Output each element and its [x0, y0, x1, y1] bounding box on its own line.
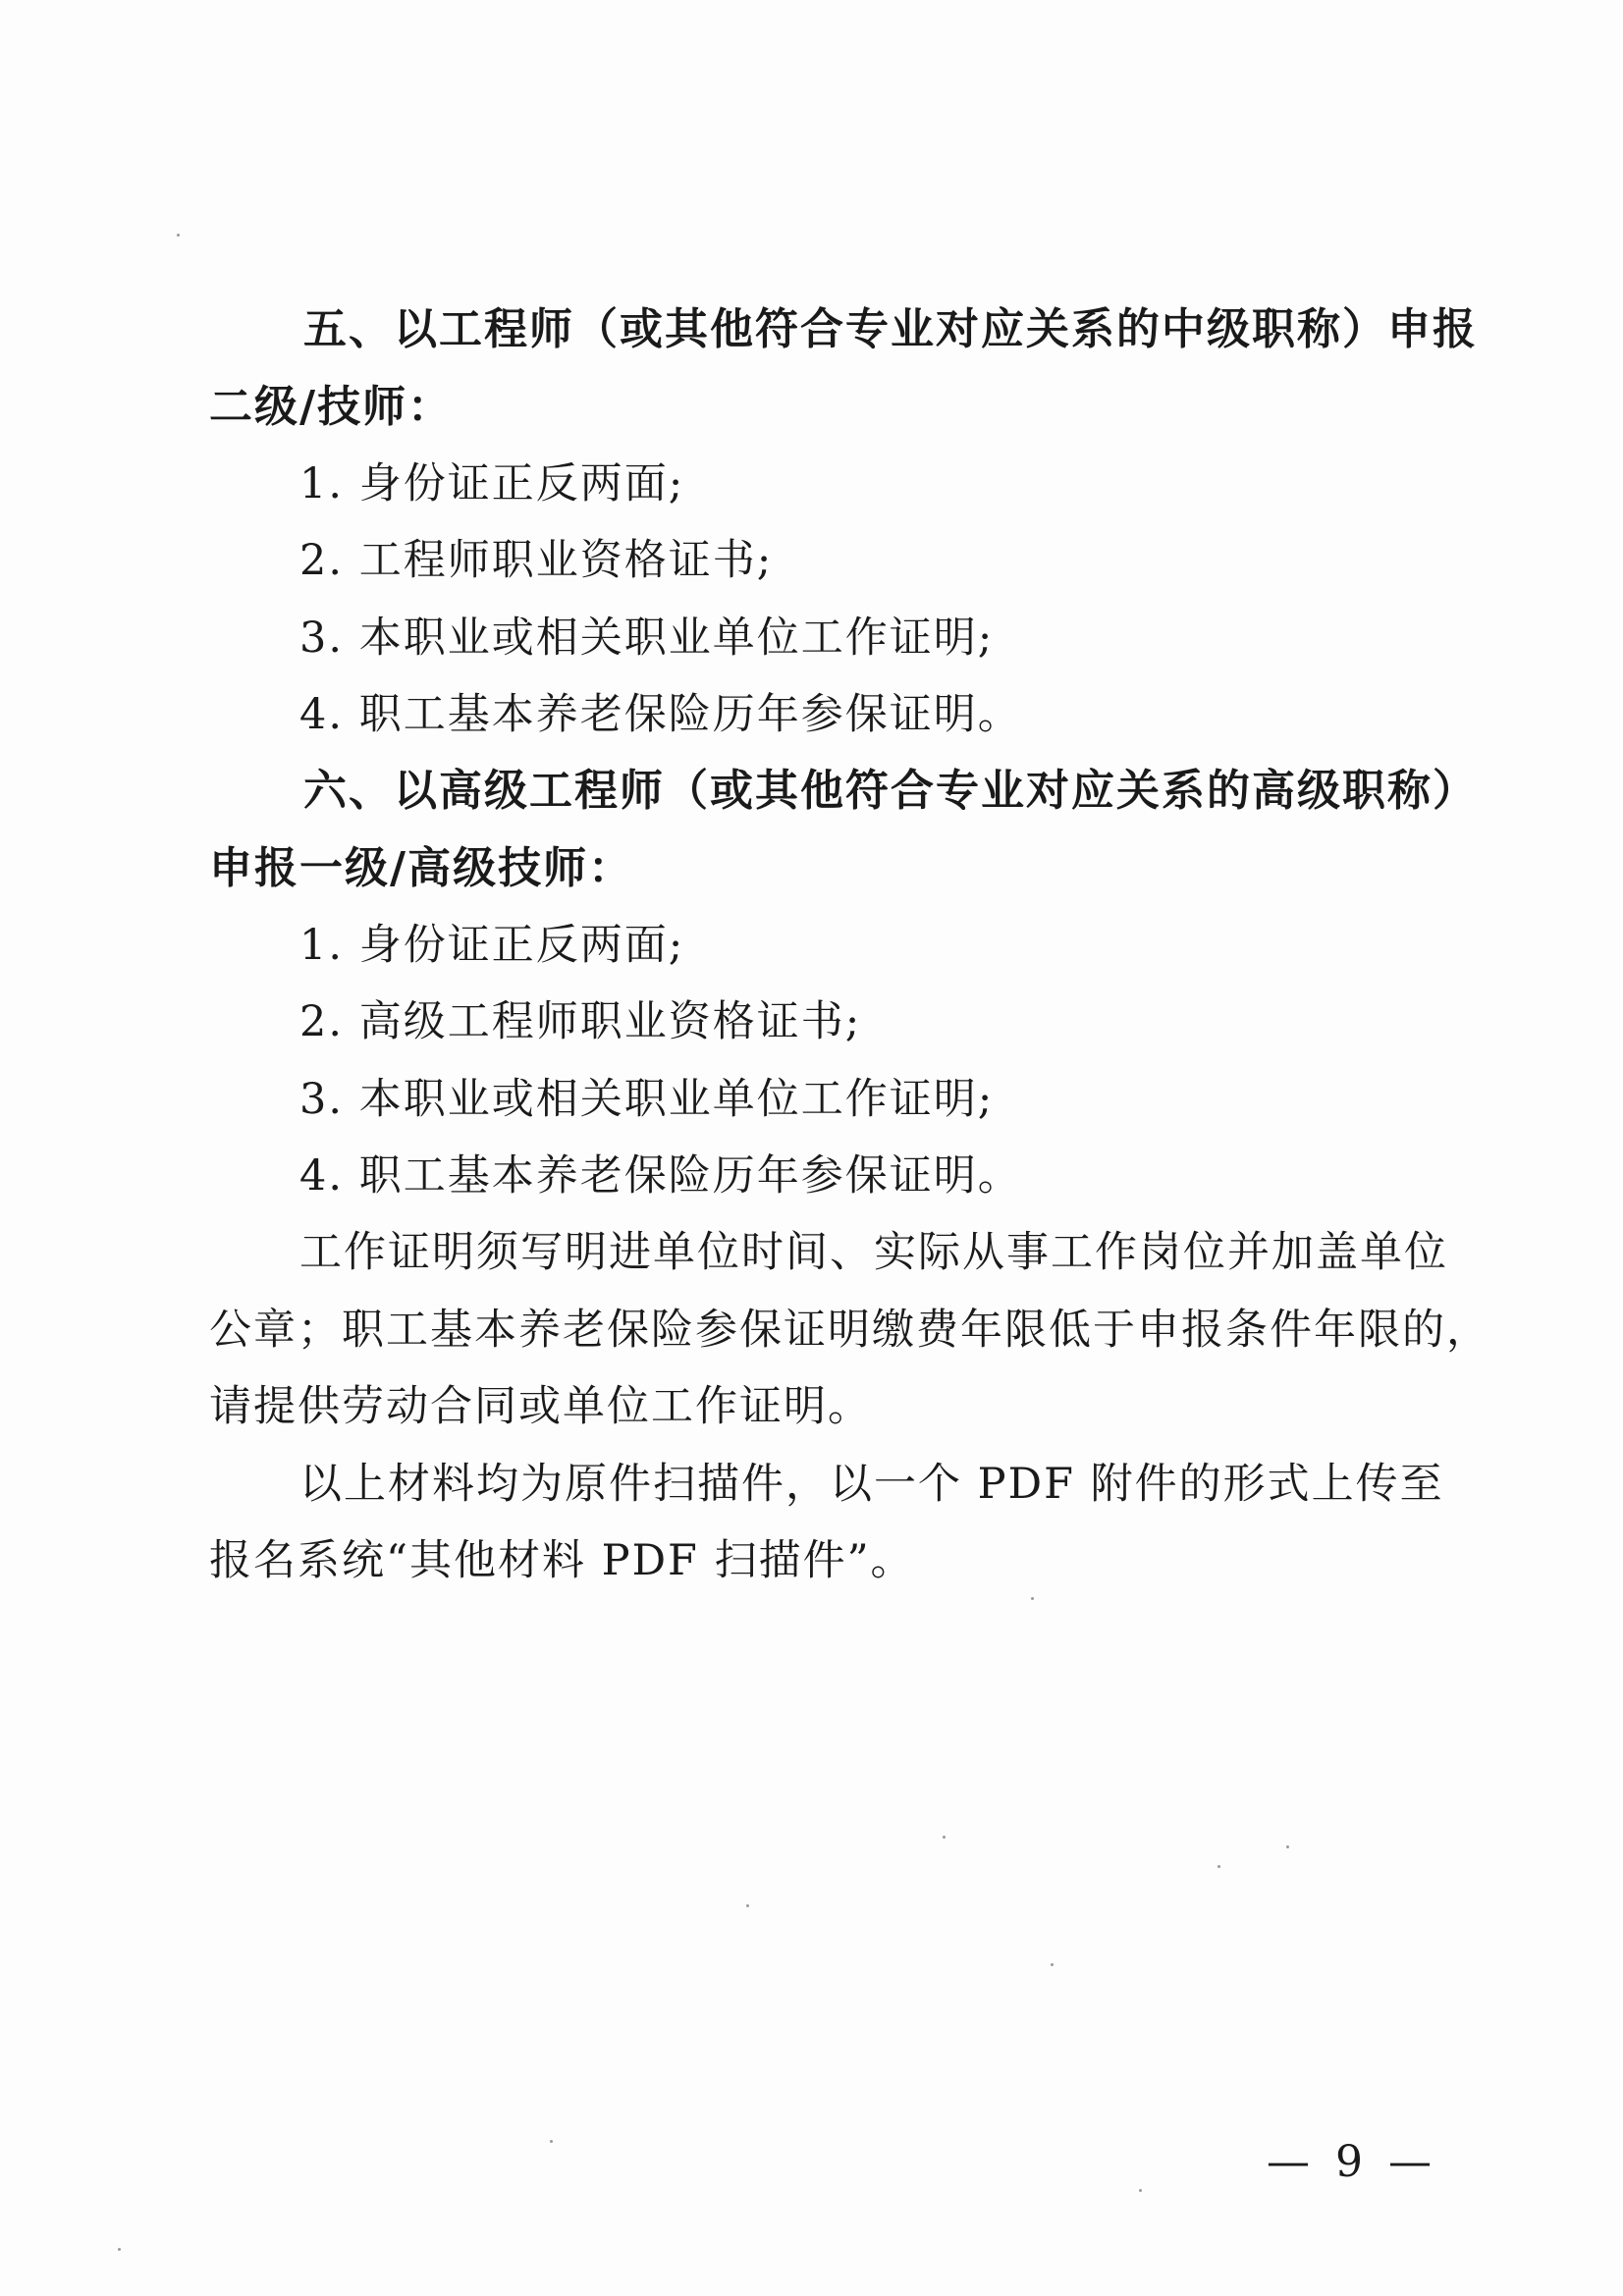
- scan-speck: [177, 234, 180, 237]
- section-6-item-1: 1. 身份证正反两面;: [299, 921, 685, 970]
- page-number: — 9 —: [1267, 2137, 1437, 2187]
- scan-speck: [550, 2140, 553, 2143]
- note-line-3: 请提供劳动合同或单位工作证明。: [209, 1382, 872, 1431]
- scan-speck: [1286, 1845, 1289, 1848]
- note-line-2: 公章；职工基本养老保险参保证明缴费年限低于申报条件年限的，: [209, 1306, 1490, 1355]
- section-5-item-2: 2. 工程师职业资格证书;: [299, 536, 774, 585]
- section-5-item-3: 3. 本职业或相关职业单位工作证明;: [299, 614, 995, 663]
- section-5-item-1: 1. 身份证正反两面;: [299, 459, 685, 508]
- scan-speck: [1217, 1865, 1220, 1868]
- section-6-heading-line2: 申报一级/高级技师：: [209, 843, 634, 893]
- section-6-item-3: 3. 本职业或相关职业单位工作证明;: [299, 1075, 995, 1124]
- section-6-item-2: 2. 高级工程师职业资格证书;: [299, 997, 862, 1046]
- scan-speck: [118, 2248, 121, 2251]
- scan-speck: [1051, 1963, 1054, 1966]
- scan-speck: [1031, 1597, 1034, 1600]
- section-6-item-4: 4. 职工基本养老保险历年参保证明。: [299, 1151, 1022, 1201]
- section-5-item-4: 4. 职工基本养老保险历年参保证明。: [299, 690, 1022, 739]
- section-6-heading-line1: 六、以高级工程师（或其他符合专业对应关系的高级职称）: [303, 766, 1478, 816]
- upload-line-1: 以上材料均为原件扫描件，以一个 PDF 附件的形式上传至: [299, 1460, 1444, 1509]
- section-5-heading-line1: 五、以工程师（或其他符合专业对应关系的中级职称）申报: [303, 304, 1478, 354]
- scan-speck: [746, 1904, 749, 1907]
- note-line-1: 工作证明须写明进单位时间、实际从事工作岗位并加盖单位: [299, 1228, 1448, 1277]
- scan-speck: [943, 1836, 946, 1839]
- scan-speck: [1139, 2189, 1142, 2192]
- upload-line-2: 报名系统“其他材料 PDF 扫描件”。: [209, 1536, 915, 1585]
- section-5-heading-line2: 二级/技师：: [209, 382, 454, 432]
